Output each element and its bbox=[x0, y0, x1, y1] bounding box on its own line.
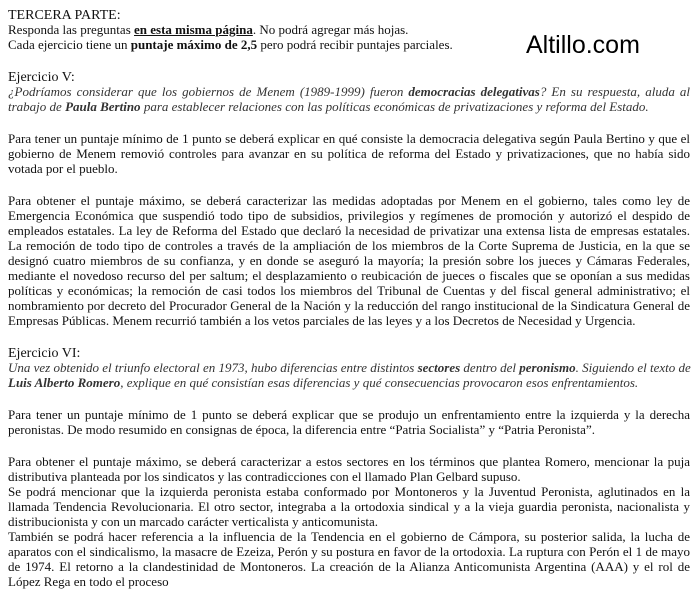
text-line bbox=[8, 283, 690, 298]
section-heading: Ejercicio VI: bbox=[8, 346, 81, 361]
section-heading: Ejercicio V: bbox=[8, 70, 75, 85]
text-line bbox=[8, 454, 690, 469]
text-segment: distribucionista y con un marcado carácter verticalista y anticomunista. bbox=[8, 514, 379, 529]
text-segment: peronistas. De modo resumido en consignas de época, la diferencia entre “Patria Socialista” y “Patria Peronista”. bbox=[8, 422, 595, 437]
text-segment: Para obtener el puntaje máximo, se deberá caracterizar las medidas adoptadas por Menem en el gobierno, tales como ley de bbox=[8, 193, 690, 208]
exercise-v-minimum bbox=[8, 131, 690, 176]
text-segment: Responda las preguntas bbox=[8, 22, 135, 37]
text-line bbox=[8, 99, 690, 114]
text-segment: ? En su respuesta, aluda al bbox=[539, 84, 690, 99]
text-segment: en esta misma página bbox=[134, 22, 253, 37]
text-segment: Una vez obtenido el triunfo electoral en 1973, hubo diferencias entre distintos bbox=[8, 360, 418, 375]
text-segment: puntaje máximo de 2,5 bbox=[130, 37, 258, 52]
text-line bbox=[8, 146, 690, 161]
text-line bbox=[8, 268, 690, 283]
text-segment: López Rega en todo el proceso bbox=[8, 574, 169, 589]
text-segment: Luis Alberto Romero bbox=[8, 375, 121, 390]
text-line bbox=[8, 208, 690, 223]
text-segment: aparatos con el sindicalismo, la masacre de Ezeiza, Perón y su postura en favor de la ortodoxia. La ruptura con Perón el 1 de mayo bbox=[8, 544, 690, 559]
text-segment: Se podrá mencionar que la izquierda peronista estaba conformado por Montoneros y la Juventud Peronista, aglutinados en la bbox=[8, 484, 690, 499]
text-segment: . Siguiendo el texto de bbox=[575, 360, 691, 375]
text-segment: empleados estatales. La ley de Reforma del Estado que declaró la necesidad de privatizar una extensa lista de empresas estatales. bbox=[8, 223, 690, 238]
text-segment: Emergencia Económica que suspendió todo tipo de subsidios, privilegios y regímenes de promoción y autorizó el despido de bbox=[8, 208, 690, 223]
section-heading: TERCERA PARTE: bbox=[8, 8, 121, 23]
text-segment: llamada Tendencia Revolucionaria. El otro sector, integraba a la ortodoxia sindical y a la vieja guardia peronista, nacionalista y bbox=[8, 499, 690, 514]
text-line bbox=[8, 313, 690, 328]
text-line bbox=[8, 193, 690, 208]
exam-document bbox=[8, 7, 690, 606]
text-segment: democracias delegativas bbox=[408, 84, 540, 99]
text-segment: nombramiento por decreto del Procurador General de la Nación y la reducción del rango institucional de la Sindicatura General de bbox=[8, 298, 690, 313]
text-line bbox=[8, 469, 690, 484]
exercise-vi-question bbox=[8, 345, 690, 390]
text-line bbox=[8, 484, 690, 499]
text-segment: peronismo bbox=[519, 360, 576, 375]
text-line bbox=[8, 161, 690, 176]
text-segment: sectores bbox=[417, 360, 461, 375]
text-segment: Cada ejercicio tiene un bbox=[8, 37, 131, 52]
text-line bbox=[8, 238, 690, 253]
exercise-vi-maximum bbox=[8, 454, 690, 589]
text-segment: pero podrá recibir puntajes parciales. bbox=[257, 37, 453, 52]
text-segment: La remoción de todo tipo de controles a través de la ampliación de los miembros de la Corte Suprema de Justicia, en la que se bbox=[8, 238, 690, 253]
text-segment: distributiva planteada por los sindicatos y las contradicciones con el llamado Plan Gelbard supuso. bbox=[8, 469, 521, 484]
text-line bbox=[8, 529, 690, 544]
text-segment: políticas y económicas; la remoción de casi todos los miembros del Tribunal de Cuentas y del fiscal general administrativo; el bbox=[8, 283, 690, 298]
text-segment: trabajo de bbox=[8, 99, 66, 114]
watermark-logo: Altillo.com bbox=[526, 31, 640, 59]
exercise-v-question bbox=[8, 69, 690, 114]
text-line bbox=[8, 253, 690, 268]
text-line bbox=[8, 345, 690, 360]
text-line bbox=[8, 499, 690, 514]
text-segment: para establecer relaciones con las políticas económicas de privatizaciones y reforma del Estado. bbox=[140, 99, 649, 114]
text-segment: dentro del bbox=[460, 360, 520, 375]
text-line bbox=[8, 514, 690, 529]
text-segment: Para tener un puntaje mínimo de 1 punto se deberá explicar en qué consiste la democracia delegativa según Paula Bertino y que el bbox=[8, 131, 690, 146]
text-segment: votada por el pueblo. bbox=[8, 161, 118, 176]
text-line bbox=[8, 84, 690, 99]
text-segment: Paula Bertino bbox=[65, 99, 141, 114]
text-line bbox=[8, 559, 690, 574]
text-line bbox=[8, 298, 690, 313]
text-line bbox=[8, 422, 690, 437]
text-line bbox=[8, 131, 690, 146]
text-segment: Empresas Públicas. Menem recurrió también a los vetos parciales de las leyes y a los Decretos de Necesidad y Urgencia. bbox=[8, 313, 636, 328]
text-segment: mediante el novedoso recurso del per saltum; el desplazamiento o reubicación de jueces o fiscales que se oponían a sus medidas bbox=[8, 268, 690, 283]
text-line bbox=[8, 544, 690, 559]
text-line bbox=[8, 360, 690, 375]
text-segment: También se podrá hacer referencia a la influencia de la Tendencia en el gobierno de Cámpora, su posterior salida, la lucha de bbox=[8, 529, 690, 544]
text-segment: Para tener un puntaje mínimo de 1 punto se deberá explicar que se produjo un enfrentamiento entre la izquierda y la derecha bbox=[8, 407, 690, 422]
text-line bbox=[8, 407, 690, 422]
text-segment: designó cuatro miembros de su confianza, y en donde se aseguró la mayoría; la presión sobre los jueces y Cámaras Federales, bbox=[8, 253, 690, 268]
exercise-vi-minimum bbox=[8, 407, 690, 437]
text-line bbox=[8, 69, 690, 84]
text-segment: Para obtener el puntaje máximo, se deberá caracterizar a estos sectores en los términos que plantea Romero, mencionar la puja bbox=[8, 454, 690, 469]
text-segment: . No podrá agregar más hojas. bbox=[252, 22, 409, 37]
text-segment: , explique en qué consistían esas diferencias y qué consecuencias provocaron esos enfrentamientos. bbox=[120, 375, 639, 390]
text-segment: ¿Podríamos considerar que los gobiernos de Menem (1989-1999) fueron bbox=[8, 84, 409, 99]
text-line bbox=[8, 7, 690, 22]
text-segment: gobierno de Menem removió controles para avanzar en su política de reforma del Estado y privatizaciones, que no había sido bbox=[8, 146, 690, 161]
text-line bbox=[8, 375, 690, 390]
text-segment: de 1974. El retorno a la clandestinidad de Montoneros. La creación de la Alianza Anticomunista Argentina (AAA) y el rol de bbox=[8, 559, 690, 574]
text-line bbox=[8, 574, 690, 589]
exercise-v-maximum bbox=[8, 193, 690, 328]
text-line bbox=[8, 223, 690, 238]
